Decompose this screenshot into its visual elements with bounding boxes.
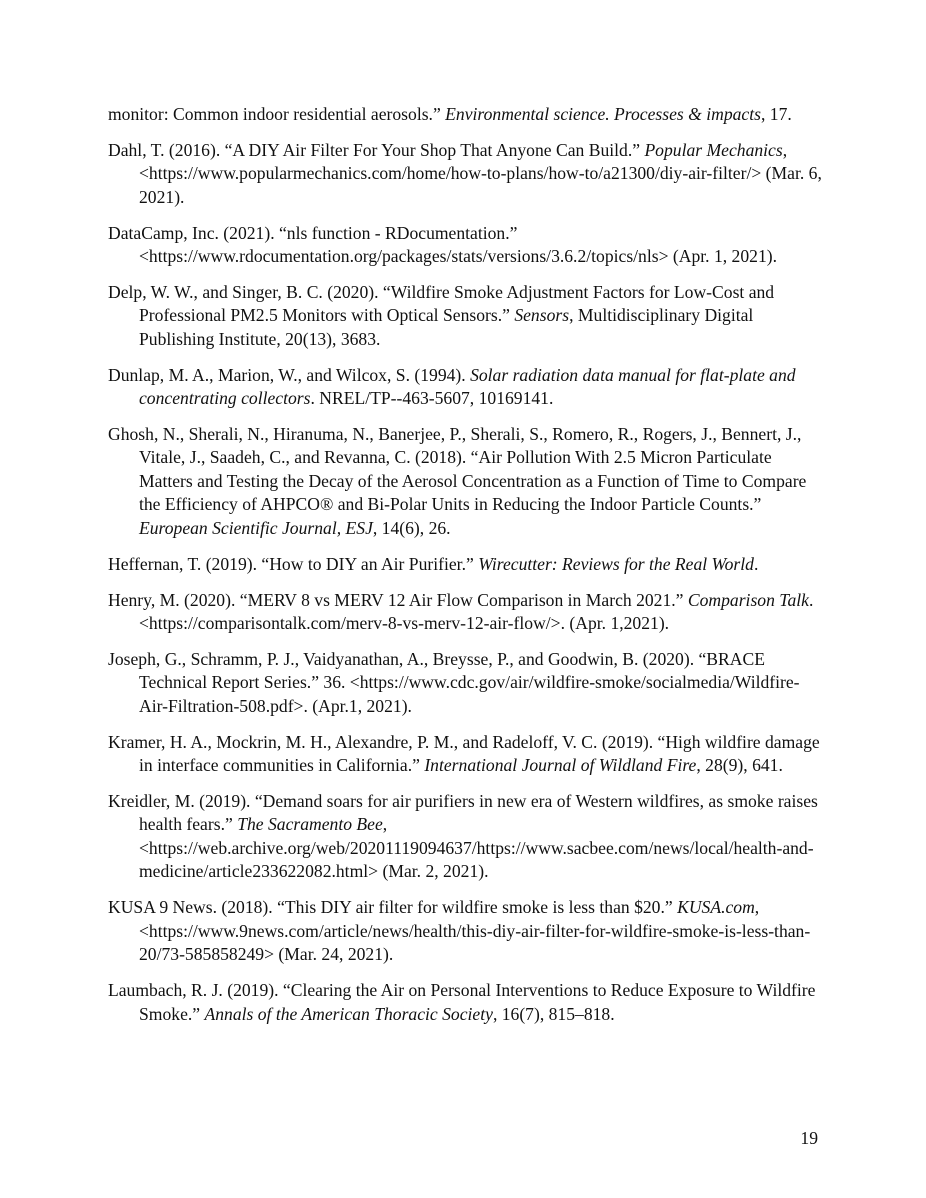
reference-source-title: Annals of the American Thoracic Society <box>204 1003 493 1024</box>
reference-text: Laumbach, R. J. (2019). “Clearing the Air on Personal Interventions to Reduce Exposure to Wildfire Smoke.” <box>108 980 816 1024</box>
reference-entry <box>108 553 828 577</box>
reference-entry <box>108 979 828 1026</box>
reference-entry <box>108 896 828 967</box>
reference-text: . NREL/TP--463-5607, 10169141. <box>310 388 554 409</box>
reference-source-title: KUSA.com <box>677 897 755 918</box>
reference-text: Kramer, H. A., Mockrin, M. H., Alexandre, P. M., and Radeloff, V. C. (2019). “High wildfire damage in interface communities in California.” <box>108 731 820 776</box>
reference-entry <box>108 281 828 352</box>
reference-text: , 16(7), 815–818. <box>492 1003 615 1024</box>
reference-text: Henry, M. (2020). “MERV 8 vs MERV 12 Air Flow Comparison in March 2021.” <box>108 589 688 610</box>
reference-text: , <https://www.9news.com/article/news/health/this-diy-air-filter-for-wildfire-smoke-is-less-than-20/73-585858249> (Mar. 24, 2021). <box>139 897 811 965</box>
reference-entry <box>108 790 828 884</box>
reference-text: Joseph, G., Schramm, P. J., Vaidyanathan, A., Breysse, P., and Goodwin, B. (2020). “BRACE Technical Report Series.” 36. <https://www.cdc.gov/air/wildfire-smoke/socialmedia/Wildfire-Air-Filtration-508.pdf>. (Apr.1, 2021). <box>108 648 800 716</box>
reference-list <box>108 103 828 1038</box>
reference-text: Heffernan, T. (2019). “How to DIY an Air Purifier.” <box>108 553 479 574</box>
reference-source-title: European Scientific Journal, ESJ <box>139 517 373 538</box>
reference-text: . <https://comparisontalk.com/merv-8-vs-merv-12-air-flow/>. (Apr. 1,2021). <box>139 589 814 634</box>
page-number: 19 <box>800 1128 818 1148</box>
reference-source-title: Solar radiation data manual for flat-plate and concentrating collectors <box>139 364 796 409</box>
reference-source-title: The Sacramento Bee <box>237 814 383 835</box>
reference-entry <box>108 364 828 411</box>
reference-text: Dahl, T. (2016). “A DIY Air Filter For Your Shop That Anyone Can Build.” <box>108 139 645 160</box>
reference-text: DataCamp, Inc. (2021). “nls function - RDocumentation.” <https://www.rdocumentation.org/packages/stats/versions/3.6.2/topics/nls> (Apr. 1, 2021). <box>108 222 777 267</box>
reference-text: Ghosh, N., Sherali, N., Hiranuma, N., Banerjee, P., Sherali, S., Romero, R., Rogers, J., Bennert, J., Vitale, J., Saadeh, C., and Revanna, C. (2018). “Air Pollution With 2.5 Micron Particulate Matters and Testing the Decay of the Aerosol Concentration as a Function of Time to Compare the Efficiency of AHPCO® and Bi-Polar Units in Reducing the Indoor Particle Counts.” <box>108 423 807 515</box>
reference-text: monitor: Common indoor residential aerosols.” <box>108 104 446 124</box>
reference-entry <box>108 139 828 210</box>
reference-text: , 14(6), 26. <box>372 517 451 538</box>
reference-source-title: International Journal of Wildland Fire <box>424 755 697 776</box>
reference-text: KUSA 9 News. (2018). “This DIY air filter for wildfire smoke is less than $20.” <box>108 897 678 918</box>
reference-entry <box>108 423 828 541</box>
reference-text: , 28(9), 641. <box>696 755 783 776</box>
reference-source-title: Sensors <box>514 305 570 326</box>
reference-entry <box>108 648 828 719</box>
reference-text: Dunlap, M. A., Marion, W., and Wilcox, S. (1994). <box>108 364 471 385</box>
reference-entry <box>108 222 828 269</box>
reference-entry <box>108 103 828 127</box>
reference-source-title: Wirecutter: Reviews for the Real World <box>478 553 754 574</box>
reference-text: , Multidisciplinary Digital Publishing Institute, 20(13), 3683. <box>139 305 754 349</box>
reference-text: Delp, W. W., and Singer, B. C. (2020). “Wildfire Smoke Adjustment Factors for Low-Cost and Professional PM2.5 Monitors with Optical Sensors.” <box>108 281 775 326</box>
reference-source-title: Popular Mechanics <box>644 139 783 160</box>
reference-text: . <box>753 553 759 574</box>
reference-entry <box>108 731 828 778</box>
reference-source-title: Environmental science. Processes & impacts <box>445 104 761 124</box>
reference-text: Kreidler, M. (2019). “Demand soars for air purifiers in new era of Western wildfires, as smoke raises health fears.” <box>108 790 818 835</box>
reference-entry <box>108 589 828 636</box>
reference-text: , <https://www.popularmechanics.com/home/how-to-plans/how-to/a21300/diy-air-filter/> (Mar. 6, 2021). <box>139 139 822 207</box>
reference-text: , <https://web.archive.org/web/20201119094637/https://www.sacbee.com/news/local/health-and-medicine/article233622082.html> (Mar. 2, 2021). <box>139 814 814 882</box>
reference-source-title: Comparison Talk <box>687 589 809 610</box>
reference-text: , 17. <box>760 104 792 124</box>
